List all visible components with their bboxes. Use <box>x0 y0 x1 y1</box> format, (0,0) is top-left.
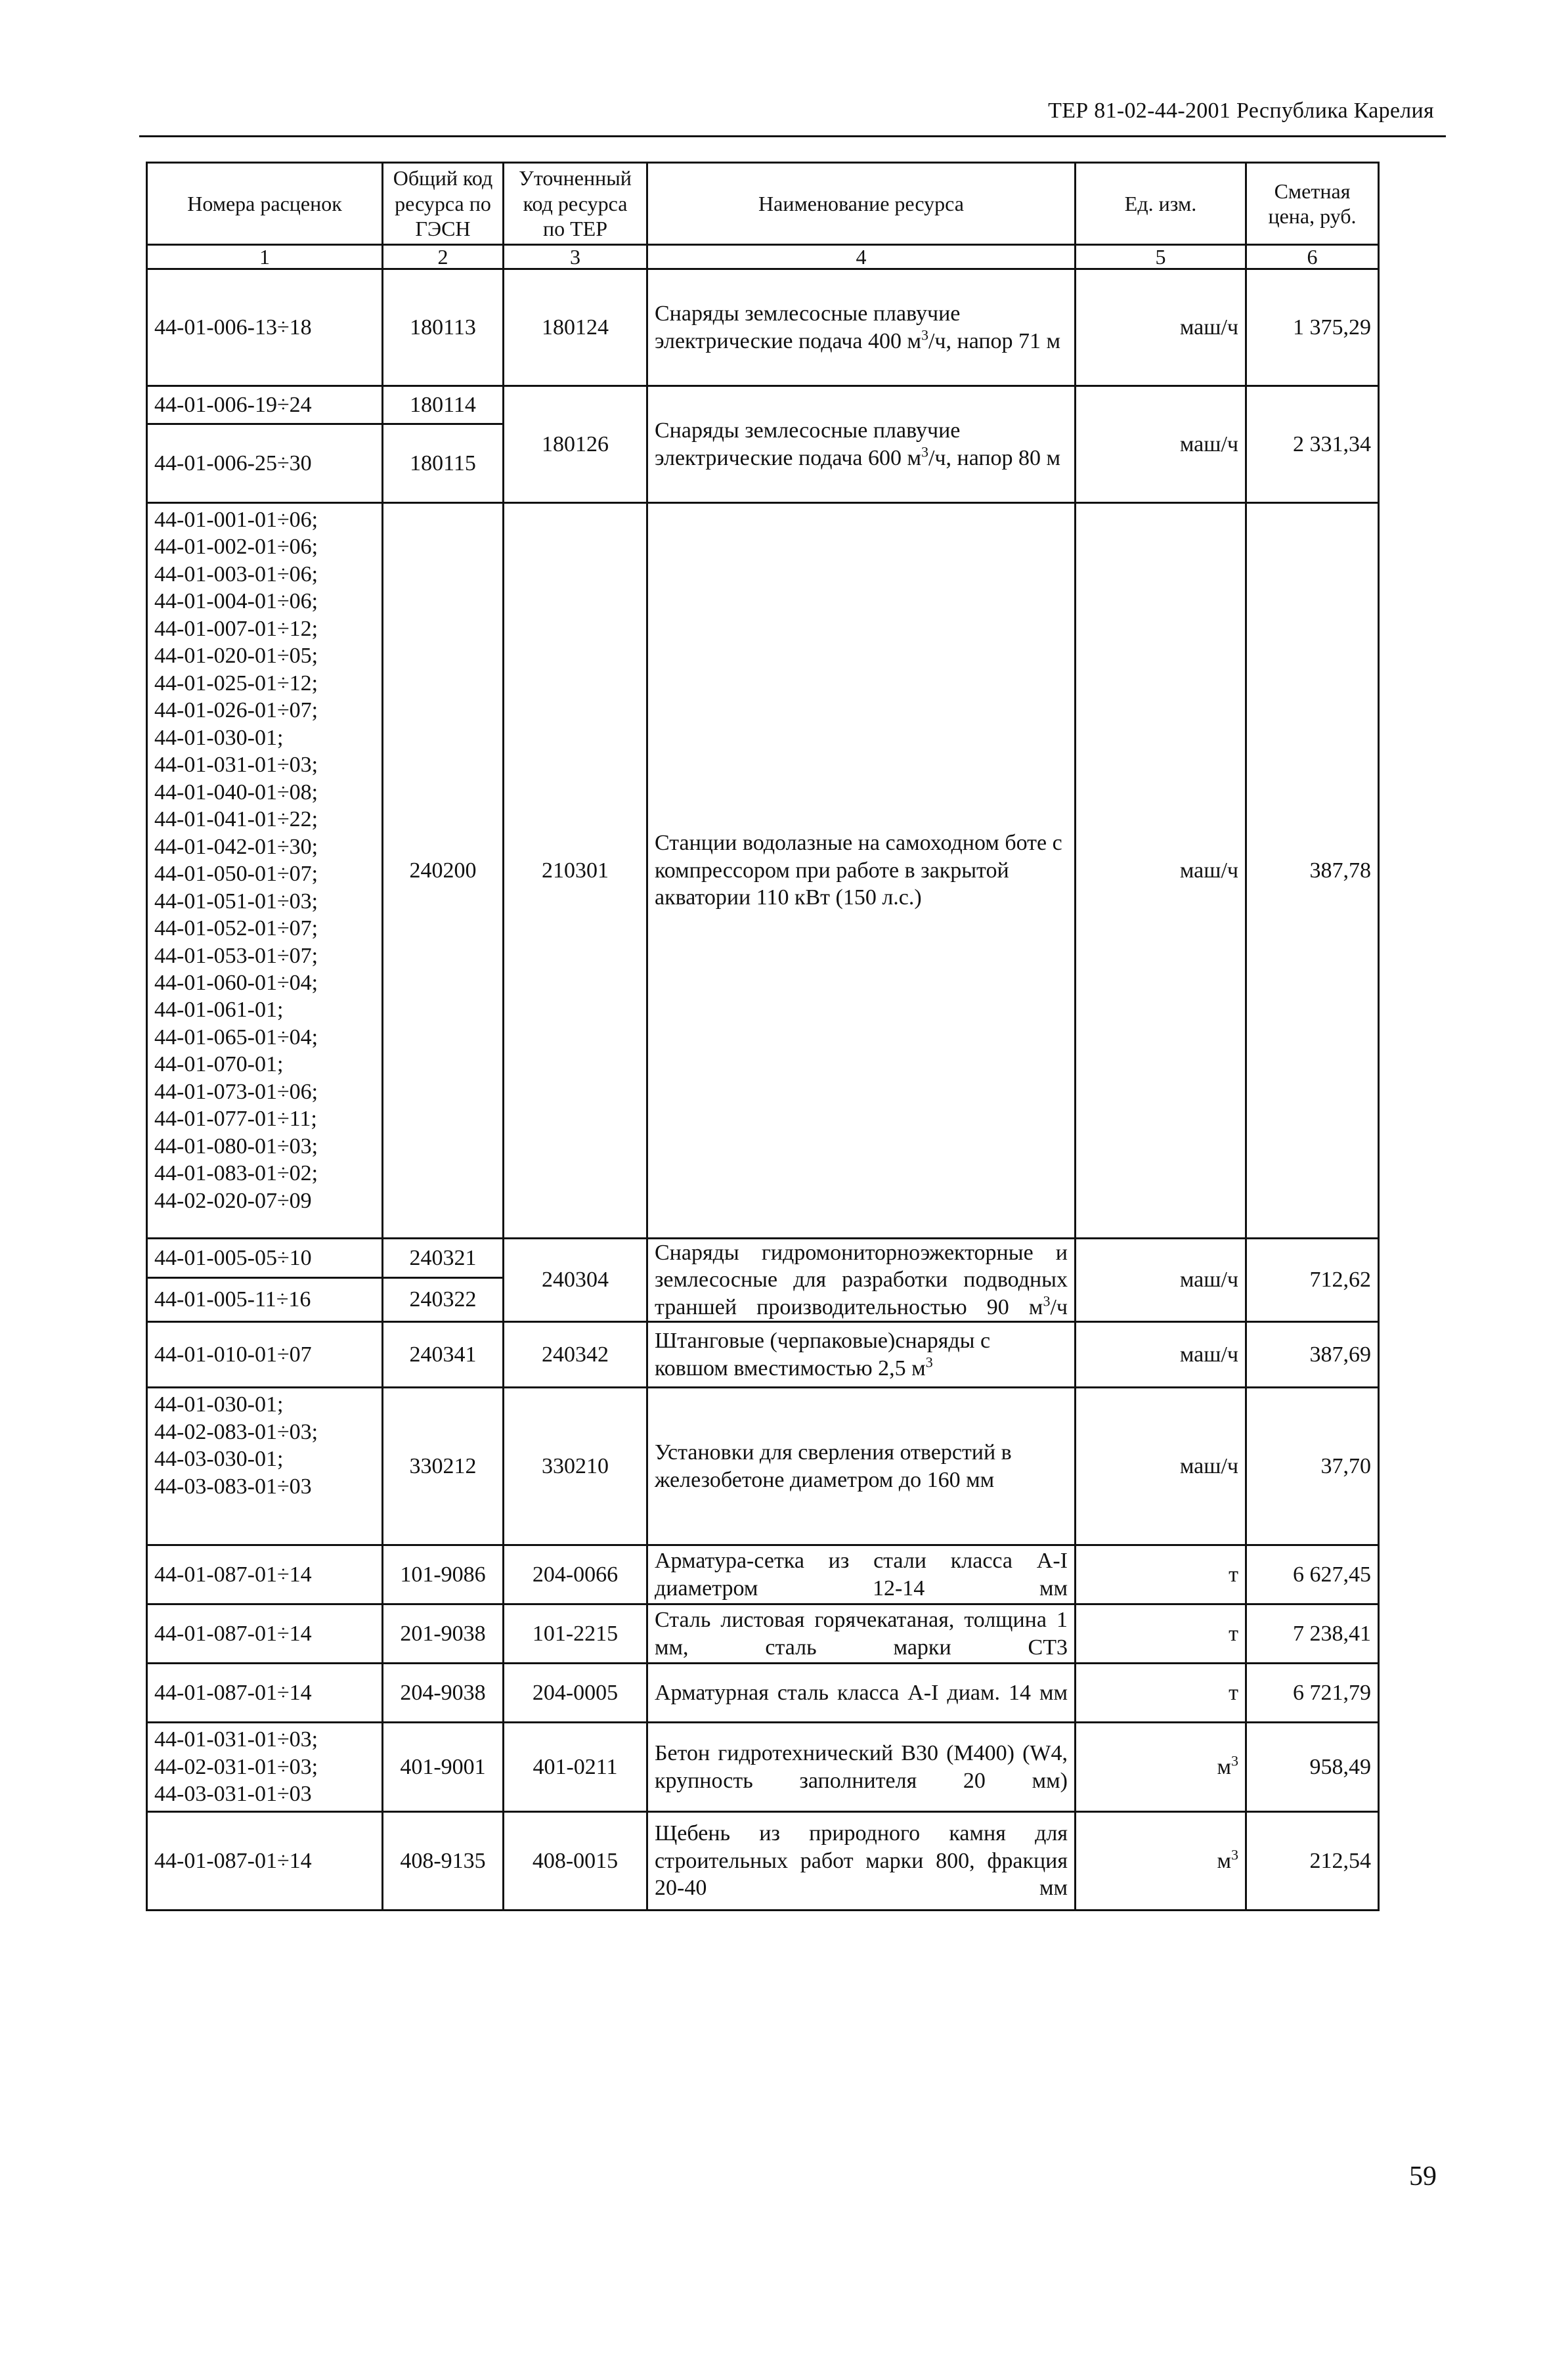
rate-number: 44-02-083-01÷03; <box>154 1419 318 1444</box>
rate-numbers-cell <box>147 424 383 503</box>
resource-name-text: Штанговые (черпаковые)снаряды с ковшом вместимостью 2,5 м <box>655 1329 991 1381</box>
rate-number: 44-01-087-01÷14 <box>154 1848 312 1873</box>
rate-number: 44-01-042-01÷30; <box>154 834 318 859</box>
rate-number: 44-01-002-01÷06; <box>154 535 318 560</box>
rate-number: 44-01-031-01÷03; <box>154 1727 318 1752</box>
rate-number: 44-01-006-13÷18 <box>154 315 312 340</box>
resource-name-text: Станции водолазные на самоходном боте с компрессором при работе в закрытой акватории 110 кВт (150 л.с.) <box>655 831 1062 910</box>
resource-name-cell <box>647 386 1076 503</box>
rate-number: 44-03-083-01÷03 <box>154 1474 312 1499</box>
col-header-ter-code: Уточненный код ресурса по ТЕР <box>504 163 647 245</box>
rate-numbers-cell <box>147 1388 383 1545</box>
rate-number: 44-01-080-01÷03; <box>154 1134 318 1159</box>
ter-code-cell: 240342 <box>504 1322 647 1388</box>
gesn-code-cell: 408-9135 <box>383 1811 504 1910</box>
rate-number: 44-01-077-01÷11; <box>154 1107 317 1132</box>
price-cell: 7 238,41 <box>1246 1604 1379 1664</box>
gesn-code-cell: 204-9038 <box>383 1664 504 1723</box>
rate-number: 44-01-041-01÷22; <box>154 807 318 832</box>
unit-cell <box>1076 1723 1246 1811</box>
resource-name-cell <box>647 269 1076 386</box>
gesn-code-cell: 240321 <box>383 1239 504 1278</box>
resource-name-text: Установки для сверления отверстий в железобетоне диаметром до 160 мм <box>655 1440 1012 1492</box>
ter-code-cell: 210301 <box>504 503 647 1239</box>
resource-name-text: Арматурная сталь класса А-I диам. 14 мм <box>655 1681 1068 1706</box>
rate-numbers-cell <box>147 1322 383 1388</box>
resource-name-cell <box>647 1723 1076 1811</box>
ter-code-cell: 408-0015 <box>504 1811 647 1910</box>
resource-name-text: Щебень из природного камня для строительных работ марки 800, фракция 20-40 мм <box>655 1821 1068 1901</box>
rate-number: 44-01-052-01÷07; <box>154 916 318 941</box>
rate-number: 44-01-051-01÷03; <box>154 889 318 914</box>
unit-superscript: 3 <box>921 326 928 343</box>
resource-name-cell <box>647 1239 1076 1322</box>
table-row <box>147 1604 1379 1664</box>
table-row <box>147 1545 1379 1604</box>
resource-name-text: /ч <box>1050 1294 1068 1319</box>
rate-number: 44-01-030-01; <box>154 1392 284 1417</box>
rate-number: 44-01-007-01÷12; <box>154 616 318 641</box>
ter-code-cell: 180126 <box>504 386 647 503</box>
table-row <box>147 1664 1379 1723</box>
unit-cell: маш/ч <box>1076 269 1246 386</box>
table-row <box>147 1322 1379 1388</box>
rate-number: 44-01-073-01÷06; <box>154 1079 318 1104</box>
gesn-code-cell: 330212 <box>383 1388 504 1545</box>
unit-cell: т <box>1076 1604 1246 1664</box>
col-number: 5 <box>1076 245 1246 269</box>
rate-number: 44-01-004-01÷06; <box>154 589 318 614</box>
table-row <box>147 1723 1379 1811</box>
rate-number: 44-01-053-01÷07; <box>154 943 318 968</box>
col-header-gesn-code: Общий код ресурса по ГЭСН <box>383 163 504 245</box>
gesn-code-cell: 240322 <box>383 1277 504 1322</box>
price-cell: 387,69 <box>1246 1322 1379 1388</box>
price-cell: 712,62 <box>1246 1239 1379 1322</box>
rate-number: 44-01-005-05÷10 <box>154 1245 312 1270</box>
unit-superscript: 3 <box>925 1354 933 1371</box>
rate-number: 44-01-065-01÷04; <box>154 1025 318 1050</box>
rate-number: 44-01-083-01÷02; <box>154 1161 318 1186</box>
table-row <box>147 386 1379 424</box>
page-number: 59 <box>1409 2161 1437 2192</box>
rate-number: 44-01-087-01÷14 <box>154 1622 312 1647</box>
rate-numbers-cell <box>147 1664 383 1723</box>
rate-number: 44-01-025-01÷12; <box>154 671 318 696</box>
resource-name-text: Арматура-сетка из стали класса А-I диаметром 12-14 мм <box>655 1549 1068 1601</box>
rate-numbers-cell <box>147 1239 383 1278</box>
unit-superscript: 3 <box>921 443 928 460</box>
resource-name-cell <box>647 503 1076 1239</box>
rate-numbers-cell <box>147 1545 383 1604</box>
resource-name-cell <box>647 1811 1076 1910</box>
gesn-code-cell: 180114 <box>383 386 504 424</box>
rate-numbers-cell <box>147 1277 383 1322</box>
col-number: 4 <box>647 245 1076 269</box>
unit-cell: т <box>1076 1664 1246 1723</box>
price-cell: 2 331,34 <box>1246 386 1379 503</box>
rate-numbers-cell <box>147 386 383 424</box>
rate-number: 44-01-087-01÷14 <box>154 1681 312 1706</box>
unit-cell: т <box>1076 1545 1246 1604</box>
rate-number: 44-01-031-01÷03; <box>154 753 318 778</box>
rate-number: 44-01-001-01÷06; <box>154 508 318 532</box>
ter-code-cell: 401-0211 <box>504 1723 647 1811</box>
unit-cell: маш/ч <box>1076 1239 1246 1322</box>
gesn-code-cell: 201-9038 <box>383 1604 504 1664</box>
rate-number: 44-02-020-07÷09 <box>154 1188 312 1213</box>
table-header-row <box>147 163 1379 245</box>
resource-name-text: Бетон гидротехнический В30 (М400) (W4, крупность заполнителя 20 мм) <box>655 1741 1068 1793</box>
rate-numbers-cell <box>147 269 383 386</box>
col-number: 1 <box>147 245 383 269</box>
gesn-code-cell: 240200 <box>383 503 504 1239</box>
unit-superscript: 3 <box>1231 1752 1238 1769</box>
ter-code-cell: 204-0066 <box>504 1545 647 1604</box>
price-cell: 6 627,45 <box>1246 1545 1379 1604</box>
column-number-row <box>147 245 1379 269</box>
rate-number: 44-01-010-01÷07 <box>154 1342 312 1367</box>
unit-superscript: 3 <box>1231 1846 1238 1863</box>
rate-number: 44-02-031-01÷03; <box>154 1754 318 1779</box>
price-cell: 387,78 <box>1246 503 1379 1239</box>
col-header-price: Сметная цена, руб. <box>1246 163 1379 245</box>
rate-number: 44-01-020-01÷05; <box>154 644 318 669</box>
rate-numbers-cell <box>147 1723 383 1811</box>
rate-numbers-cell <box>147 1604 383 1664</box>
ter-code-cell: 101-2215 <box>504 1604 647 1664</box>
col-number: 2 <box>383 245 504 269</box>
gesn-code-cell: 180115 <box>383 424 504 503</box>
ter-code-cell: 240304 <box>504 1239 647 1322</box>
resource-name-cell <box>647 1388 1076 1545</box>
ter-code-cell: 204-0005 <box>504 1664 647 1723</box>
resource-name-text: Снаряды землесосные плавучие электрические подача 600 м <box>655 418 961 470</box>
table-row <box>147 1388 1379 1545</box>
table-row <box>147 1811 1379 1910</box>
price-cell: 37,70 <box>1246 1388 1379 1545</box>
rate-numbers-cell <box>147 1811 383 1910</box>
col-header-unit: Ед. изм. <box>1076 163 1246 245</box>
rate-number: 44-03-031-01÷03 <box>154 1782 312 1807</box>
col-number: 6 <box>1246 245 1379 269</box>
rate-numbers-cell <box>147 503 383 1239</box>
rate-number: 44-01-005-11÷16 <box>154 1287 311 1312</box>
unit-cell: маш/ч <box>1076 503 1246 1239</box>
price-cell: 212,54 <box>1246 1811 1379 1910</box>
running-header: ТЕР 81-02-44-2001 Республика Карелия <box>1048 99 1434 123</box>
unit-text: м <box>1217 1754 1231 1779</box>
unit-cell: маш/ч <box>1076 1388 1246 1545</box>
rate-number: 44-01-070-01; <box>154 1052 284 1077</box>
resource-name-cell <box>647 1604 1076 1664</box>
unit-text: м <box>1217 1848 1231 1873</box>
gesn-code-cell: 180113 <box>383 269 504 386</box>
col-header-rate-numbers: Номера расценок <box>147 163 383 245</box>
rate-number: 44-01-026-01÷07; <box>154 698 318 723</box>
table-row <box>147 1239 1379 1278</box>
resource-name-text: Снаряды землесосные плавучие электрические подача 400 м <box>655 301 961 353</box>
header-rule <box>139 135 1446 137</box>
table-body <box>147 269 1379 1911</box>
table-row <box>147 503 1379 1239</box>
price-cell: 958,49 <box>1246 1723 1379 1811</box>
unit-cell: маш/ч <box>1076 1322 1246 1388</box>
gesn-code-cell: 401-9001 <box>383 1723 504 1811</box>
resource-name-cell <box>647 1322 1076 1388</box>
rate-number: 44-01-087-01÷14 <box>154 1562 312 1587</box>
resource-name-text: Снаряды гидромониторноэжекторные и землесосные для разработки подводных траншей производительностью 90 м <box>655 1241 1068 1319</box>
unit-cell: маш/ч <box>1076 386 1246 503</box>
col-header-resource-name: Наименование ресурса <box>647 163 1076 245</box>
resource-name-text: Сталь листовая горячекатаная, толщина 1 мм, сталь марки СТ3 <box>655 1608 1068 1660</box>
ter-code-cell: 180124 <box>504 269 647 386</box>
unit-superscript: 3 <box>1043 1293 1051 1310</box>
rate-number: 44-01-040-01÷08; <box>154 780 318 805</box>
rate-number: 44-01-030-01; <box>154 725 284 750</box>
ter-code-cell: 330210 <box>504 1388 647 1545</box>
rate-number: 44-01-006-19÷24 <box>154 392 312 417</box>
price-cell: 6 721,79 <box>1246 1664 1379 1723</box>
resource-name-cell <box>647 1664 1076 1723</box>
gesn-code-cell: 101-9086 <box>383 1545 504 1604</box>
unit-cell <box>1076 1811 1246 1910</box>
resource-price-table <box>146 162 1380 1911</box>
rate-number: 44-01-006-25÷30 <box>154 451 312 475</box>
resource-name-cell <box>647 1545 1076 1604</box>
col-number: 3 <box>504 245 647 269</box>
table-row <box>147 269 1379 386</box>
resource-name-text: /ч, напор 71 м <box>928 328 1061 353</box>
rate-number: 44-01-003-01÷06; <box>154 562 318 586</box>
rate-number: 44-01-050-01÷07; <box>154 862 318 887</box>
rate-number: 44-01-060-01÷04; <box>154 970 318 995</box>
resource-name-text: /ч, напор 80 м <box>928 445 1061 470</box>
gesn-code-cell: 240341 <box>383 1322 504 1388</box>
rate-number: 44-03-030-01; <box>154 1447 284 1472</box>
price-cell: 1 375,29 <box>1246 269 1379 386</box>
rate-number: 44-01-061-01; <box>154 998 284 1023</box>
